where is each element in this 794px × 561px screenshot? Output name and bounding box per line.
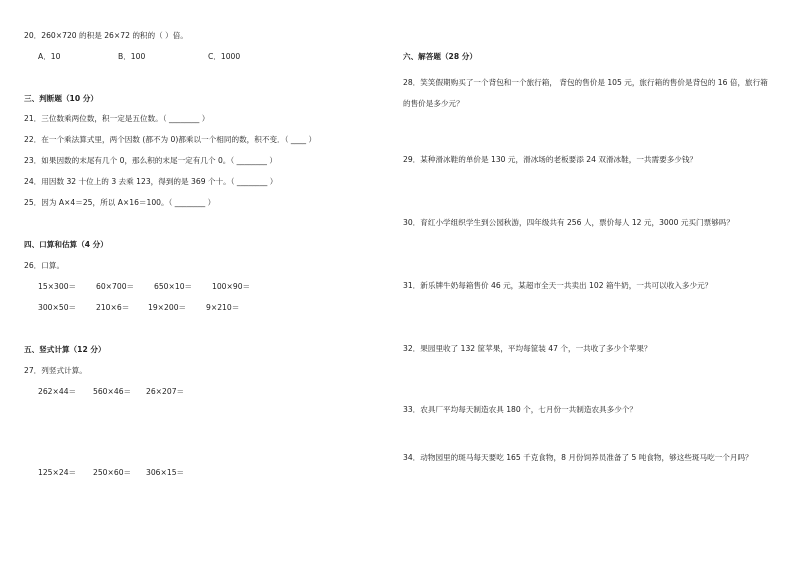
vertical-calc-3: 26×207＝ bbox=[146, 387, 185, 396]
oral-calc-7: 19×200＝ bbox=[148, 303, 187, 312]
question-30: 30．育红小学组织学生到公园秋游，四年级共有 256 人，票价每人 12 元，3000 元买门票够吗？ bbox=[403, 218, 734, 227]
question-20: 20．260×720 的积是 26×72 的积的（ ）倍。 bbox=[24, 31, 188, 40]
vertical-calc-1: 262×44＝ bbox=[38, 387, 77, 396]
option-b: B．100 bbox=[118, 52, 146, 61]
question-26: 26．口算。 bbox=[24, 261, 65, 270]
section-6-title: 六、解答题（28 分） bbox=[403, 52, 477, 61]
oral-calc-8: 9×210＝ bbox=[206, 303, 240, 312]
option-a: A．10 bbox=[38, 52, 61, 61]
question-24: 24．用因数 32 十位上的 3 去乘 123，得到的是 369 个十。（ ________ ） bbox=[24, 177, 278, 186]
oral-calc-6: 210×6＝ bbox=[96, 303, 130, 312]
question-29: 29．某种滑冰鞋的单价是 130 元，滑冰场的老板要添 24 双滑冰鞋，一共需要多少钱？ bbox=[403, 155, 698, 164]
vertical-calc-5: 250×60＝ bbox=[93, 468, 132, 477]
vertical-calc-6: 306×15＝ bbox=[146, 468, 185, 477]
option-c: C．1000 bbox=[208, 52, 241, 61]
question-31: 31．新乐牌牛奶每箱售价 46 元，某超市全天一共卖出 102 箱牛奶，一共可以收入多少元？ bbox=[403, 281, 713, 290]
vertical-calc-4: 125×24＝ bbox=[38, 468, 77, 477]
section-5-title: 五、竖式计算（12 分） bbox=[24, 345, 106, 354]
question-28: 28．笑笑假期购买了一个背包和一个旅行箱， 背包的售价是 105 元，旅行箱的售价是背包的 16 倍，旅行箱的售价是多少元？ bbox=[403, 78, 768, 108]
question-21: 21．三位数乘两位数，积一定是五位数。（ ________ ） bbox=[24, 114, 210, 123]
question-32: 32．果园里收了 132 筐苹果，平均每筐装 47 个，一共收了多少个苹果？ bbox=[403, 344, 652, 353]
section-3-title: 三、判断题（10 分） bbox=[24, 94, 98, 103]
section-4-title: 四、口算和估算（4 分） bbox=[24, 240, 108, 249]
question-23: 23．如果因数的末尾有几个 0，那么积的末尾一定有几个 0。（ ________ ） bbox=[24, 156, 277, 165]
question-22: 22．在一个乘法算式里，两个因数 (都不为 0)都乘以一个相同的数，积不变．（ ____ ） bbox=[24, 135, 317, 144]
oral-calc-2: 60×700＝ bbox=[96, 282, 135, 291]
oral-calc-4: 100×90＝ bbox=[212, 282, 251, 291]
question-27: 27．列竖式计算。 bbox=[24, 366, 87, 375]
vertical-calc-2: 560×46＝ bbox=[93, 387, 132, 396]
question-33: 33．农具厂平均每天制造农具 180 个，七月份一共制造农具多少个？ bbox=[403, 405, 638, 414]
oral-calc-3: 650×10＝ bbox=[154, 282, 193, 291]
question-34: 34．动物园里的斑马每天要吃 165 千克食物，8 月份饲养员准备了 5 吨食物，够这些斑马吃一个月吗？ bbox=[403, 453, 753, 462]
oral-calc-5: 300×50＝ bbox=[38, 303, 77, 312]
oral-calc-1: 15×300＝ bbox=[38, 282, 77, 291]
question-25: 25．因为 A×4＝25，所以 A×16＝100。（ ________ ） bbox=[24, 198, 216, 207]
